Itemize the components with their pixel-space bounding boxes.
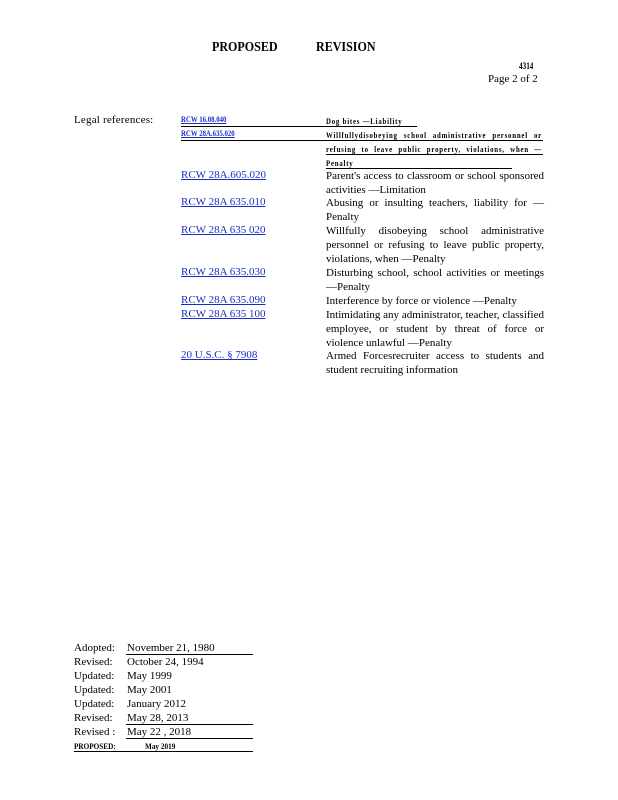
history-date: January 2012 [127,698,186,710]
divider [126,738,253,739]
divider [126,724,253,725]
title-proposed: PROPOSED [212,40,278,55]
legal-references-label: Legal references: [74,114,154,126]
reference-link[interactable]: RCW 28A.605.020 [181,169,267,181]
policy-number: 4314 [519,61,534,71]
history-date: November 21, 1980 [127,642,215,654]
divider [74,751,253,752]
reference-link[interactable]: RCW 28A.635.020 [181,128,235,138]
reference-link[interactable]: 20 U.S.C. § 7908 [181,349,258,361]
reference-description: Abusing or insulting teachers, liability for — Penalty [326,197,544,223]
reference-description: Willfullydisobeying school administrative personnel or refusing to leave public property, violations, when —Penalty [326,130,542,168]
history-date: May 28, 2013 [127,712,189,724]
reference-description: Disturbing school, school activities or meetings —Penalty [326,267,544,293]
reference-link[interactable]: RCW 28A 635.090 [181,294,266,306]
reference-description: Parent's access to classroom or school sponsored activities —Limitation [326,170,544,196]
reference-description: Interference by force or violence —Penalty [326,295,517,307]
history-label: Updated: [74,684,115,696]
title-revision: REVISION [316,40,376,55]
reference-description: Willfully disobeying school administrative personnel or refusing to leave public property, violations, when —Penalty [326,225,544,265]
history-label: Adopted: [74,642,115,654]
history-label: Revised : [74,726,116,738]
reference-description: Armed Forcesrecruiter access to students and student recruiting information [326,350,544,376]
divider [126,654,253,655]
divider [181,140,543,141]
history-date: May 2001 [127,684,172,696]
history-date: May 22 , 2018 [127,726,192,738]
page-number: Page 2 of 2 [488,73,538,85]
history-label: PROPOSED: [74,741,116,751]
history-label: Updated: [74,670,115,682]
history-label: Updated: [74,698,115,710]
history-date: October 24, 1994 [127,656,204,668]
reference-link[interactable]: RCW 28A 635.030 [181,266,266,278]
reference-description: Dog bites —Liability [326,116,403,126]
reference-link[interactable]: RCW 28A 635 020 [181,224,266,236]
divider [181,126,417,127]
reference-link[interactable]: RCW 28A 635.010 [181,196,266,208]
history-date: May 1999 [127,670,172,682]
history-date: May 2019 [145,741,176,751]
divider [326,154,543,155]
history-label: Revised: [74,656,113,668]
reference-link[interactable]: RCW 28A 635 100 [181,308,266,320]
history-label: Revised: [74,712,113,724]
reference-link[interactable]: RCW 16.08.040 [181,114,227,124]
reference-description: Intimidating any administrator, teacher, classified employee, or student by threat of force or violence unlawful —Penalty [326,309,544,349]
